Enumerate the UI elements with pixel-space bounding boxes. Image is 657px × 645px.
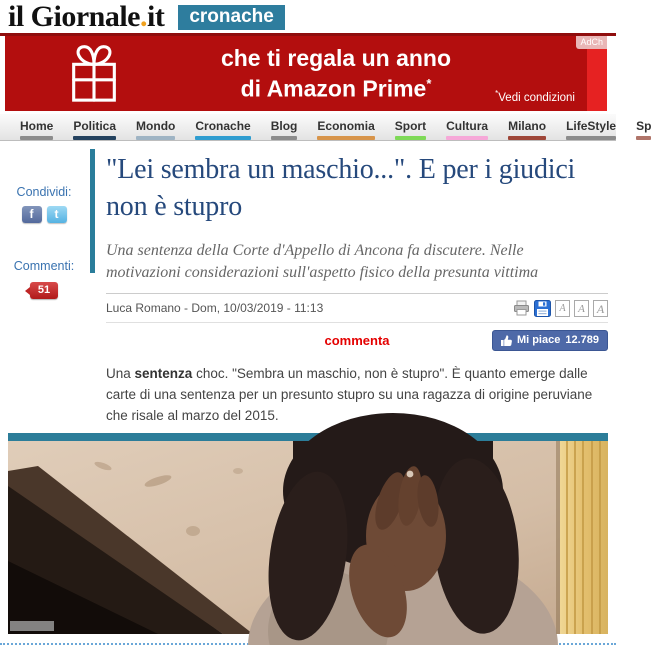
nav-underline: [73, 136, 116, 140]
nav-underline: [136, 136, 175, 140]
banner-line1: che ti regala un anno: [220, 45, 452, 72]
facebook-like-button[interactable]: [492, 330, 608, 351]
save-icon[interactable]: [534, 300, 551, 317]
thumbs-up-icon: [501, 335, 512, 346]
nav-underline: [446, 136, 488, 140]
nav-item-speciali[interactable]: Sp: [630, 119, 657, 140]
body-bold-term: sentenza: [134, 366, 193, 381]
nav-underline: [636, 136, 651, 140]
banner-asterisk: *: [426, 76, 432, 92]
condividi-label: Condividi:: [16, 185, 72, 199]
commenti-label: Commenti:: [13, 259, 75, 273]
nav-item-blog[interactable]: Blog: [265, 119, 304, 140]
nav-underline: [566, 136, 616, 140]
font-size-large-button[interactable]: A: [593, 300, 608, 317]
comment-count-badge[interactable]: 51: [30, 282, 58, 299]
site-header: [0, 0, 616, 33]
logo-suffix: it: [147, 0, 165, 33]
nav-underline: [508, 136, 546, 140]
article-photo: [8, 433, 608, 639]
share-sidebar: [0, 185, 88, 299]
nav-item-economia[interactable]: Economia: [311, 119, 380, 140]
section-badge-cronache[interactable]: cronache: [178, 5, 284, 30]
byline-row: [106, 293, 608, 323]
nav-item-cultura[interactable]: Cultura: [440, 119, 494, 140]
facebook-share-icon[interactable]: f: [22, 206, 42, 223]
nav-item-lifestyle[interactable]: LifeStyle: [560, 119, 622, 140]
site-logo[interactable]: [8, 0, 164, 34]
nav-underline: [195, 136, 250, 140]
article-title: "Lei sembra un maschio...". E per i giudici non è stupro: [106, 154, 576, 222]
main-nav: [0, 114, 652, 141]
nav-underline: [20, 136, 53, 140]
commenta-link[interactable]: commenta: [324, 333, 390, 348]
logo-dot: .: [140, 0, 147, 33]
article-body: Una sentenza choc. "Sembra un maschio, non è stupro". È quanto emerge dalle carte di una sentenza per un presunto stupro su una ragazza di origine peruviane che risale al marzo del 2015.: [106, 366, 593, 423]
byline-text: Luca Romano - Dom, 10/03/2019 - 11:13: [106, 301, 324, 315]
nav-underline: [317, 136, 374, 140]
font-size-medium-button[interactable]: A: [574, 300, 589, 317]
like-label: Mi piace: [516, 334, 561, 346]
nav-underline: [271, 136, 298, 140]
nav-item-milano[interactable]: Milano: [502, 119, 552, 140]
title-accent-bar: [90, 149, 95, 273]
adchoices-badge[interactable]: AdCh: [576, 36, 607, 49]
logo-text: il Giornale: [8, 0, 140, 33]
nav-item-mondo[interactable]: Mondo: [130, 119, 181, 140]
photo-top-bar: [8, 433, 608, 441]
nav-item-cronache[interactable]: Cronache: [189, 119, 256, 140]
twitter-share-icon[interactable]: t: [47, 206, 67, 223]
article-subtitle: Una sentenza della Corte d'Appello di Ancona fa discutere. Nelle motivazioni considerazioni sull'aspetto fisico della presunta vittima: [106, 242, 539, 281]
article-region: [0, 141, 616, 426]
photo-woman-covering-face: [8, 441, 608, 634]
banner-line2: di Amazon Prime*: [240, 75, 432, 102]
print-icon[interactable]: [513, 300, 530, 316]
gift-icon: [63, 44, 125, 104]
banner-conditions-link[interactable]: *Vedi condizioni: [495, 89, 575, 104]
nav-item-sport[interactable]: Sport: [389, 119, 432, 140]
font-size-small-button[interactable]: A: [555, 300, 570, 317]
comment-actions-row: [106, 328, 608, 354]
nav-item-politica[interactable]: Politica: [67, 119, 122, 140]
like-count: 12.789: [565, 334, 599, 346]
ad-banner[interactable]: [5, 36, 607, 111]
nav-item-home[interactable]: Home: [14, 119, 59, 140]
nav-underline: [395, 136, 426, 140]
